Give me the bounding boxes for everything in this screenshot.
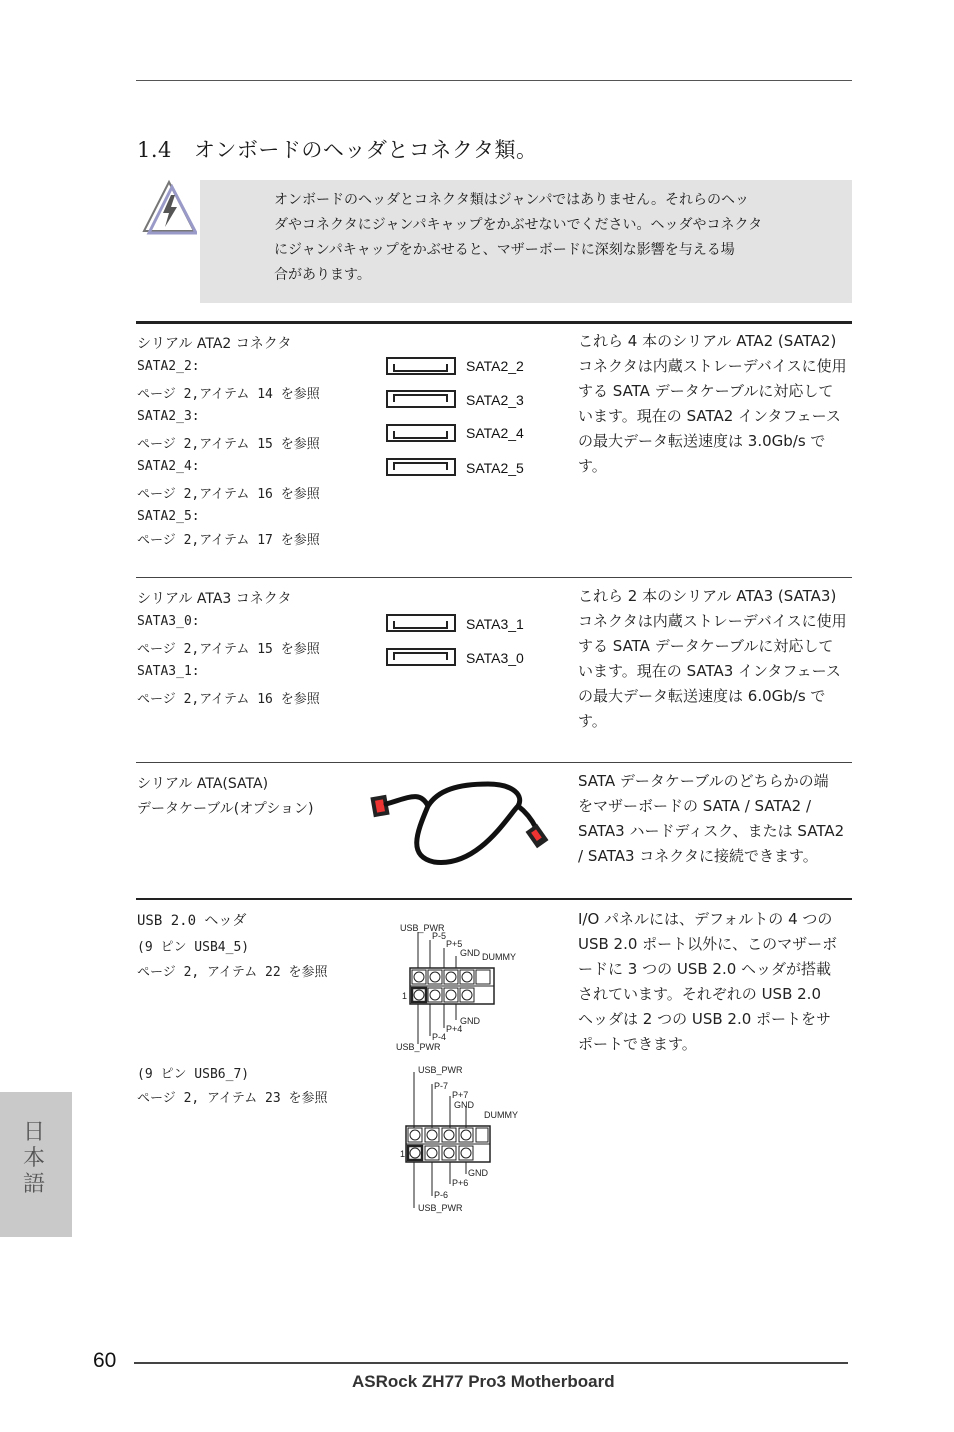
pin-label: USB_PWR [418,1203,463,1213]
pin-label: GND [468,1168,488,1178]
paragraph-line: SATA3 ハードディスク、または SATA2 [578,822,845,840]
sata-connector-label: SATA3_0 [466,650,524,666]
pin-one-marker: 1 [400,1149,406,1159]
sata3-ref: ページ 2,アイテム 16 を参照 [137,692,320,707]
sata3-description [137,588,320,714]
pin-label: GND [460,948,480,958]
warning-line: 合があります。 [274,267,371,283]
paragraph-line: これら 4 本のシリアル ATA2 (SATA2) [578,332,837,350]
sata2-explanation [578,329,854,479]
sata-connector [386,614,456,632]
sata3-explanation [578,584,854,734]
page-number: 60 [93,1349,117,1372]
paragraph-line: ポートできます。 [578,1035,697,1053]
sata-connector [386,648,456,666]
side-char: 本 [22,1146,45,1171]
paragraph-line: / SATA3 コネクタに接続できます。 [578,847,818,865]
cable-description [137,773,313,823]
sata-connector-label: SATA2_4 [466,425,524,441]
usb-heading: USB 2.0 ヘッダ [137,913,247,929]
paragraph-line: の最大データ転送速度は 6.0Gb/s で [578,687,826,705]
paragraph-line: の最大データ転送速度は 3.0Gb/s で [578,432,826,450]
sata-connector-label: SATA3_1 [466,616,524,632]
sata2-ref: ページ 2,アイテム 14 を参照 [137,387,320,402]
section-divider [136,577,852,578]
section-divider [136,321,852,324]
pin-label: P-6 [434,1190,449,1200]
section-title [137,134,538,164]
sata-connector-label: SATA2_5 [466,460,524,476]
paragraph-line: I/O パネルには、デフォルトの 4 つの [578,910,833,928]
pin-label: P-4 [432,1032,447,1042]
warning-line: ダやコネクタにジャンパキャップをかぶせないでください。ヘッダやコネクタ [274,217,763,233]
section-heading: オンボードのヘッダとコネクタ類。 [193,138,538,162]
sata-connector [386,390,456,408]
sata2-ref: ページ 2,アイテム 17 を参照 [137,533,320,548]
warning-line: オンボードのヘッダとコネクタ類はジャンパではありません。それらのヘッ [274,192,750,208]
pin-label: GND [454,1100,474,1110]
section-divider [136,762,852,763]
paragraph-line: されています。それぞれの USB 2.0 [578,985,821,1003]
section-number: 1.4 [137,138,172,162]
pin-label: GND [460,1016,480,1026]
sata-cable-image [368,776,564,868]
paragraph-line: USB 2.0 ポート以外に、このマザーボ [578,935,838,953]
warning-text [274,188,834,288]
paragraph-line: ヘッダは 2 つの USB 2.0 ポートをサ [578,1010,832,1028]
cable-explanation [578,769,854,869]
paragraph-line: SATA データケーブルのどちらかの端 [578,772,829,790]
usb-pin-info: (9 ピン USB6_7) [137,1067,250,1082]
sata2-description [137,333,320,551]
pin-label: USB_PWR [396,1042,441,1052]
sata3-ref: ページ 2,アイテム 15 を参照 [137,642,320,657]
pin-label: P+4 [446,1024,463,1034]
pin-one-marker: 1 [402,991,408,1001]
paragraph-line: す。 [578,457,607,475]
usb-ref: ページ 2, アイテム 22 を参照 [137,965,328,980]
footer-rule [134,1362,848,1364]
sata-connector [386,458,456,476]
usb-description-a [137,910,328,986]
language-side-label [14,1120,54,1198]
sata3-heading: シリアル ATA3 コネクタ [137,591,292,607]
pin-label: DUMMY [482,952,516,962]
pin-label: P+7 [452,1090,469,1100]
usb-explanation [578,907,854,1057]
paragraph-line: する SATA データケーブルに対応して [578,382,834,400]
sata-connector-label: SATA2_2 [466,358,524,374]
usb-pin-info: (9 ピン USB4_5) [137,940,250,955]
side-char: 日 [22,1120,45,1145]
pin-label: P-5 [432,931,447,941]
paragraph-line: す。 [578,712,607,730]
pin-label: P+5 [446,939,463,949]
sata-connector [386,424,456,442]
footer-title: ASRock ZH77 Pro3 Motherboard [352,1372,615,1391]
paragraph-line: います。現在の SATA2 インタフェース [578,407,841,425]
sata2-port: SATA2_5: [137,509,200,524]
cable-heading: データケーブル(オプション) [137,801,314,817]
side-char: 語 [22,1172,45,1197]
cable-heading: シリアル ATA(SATA) [137,776,269,792]
sata-connector [386,357,456,375]
pin-label: USB_PWR [400,923,445,933]
sata2-ref: ページ 2,アイテム 16 を参照 [137,487,320,502]
sata2-port: SATA2_4: [137,459,200,474]
usb-description-b [137,1063,328,1111]
usb-header-diagram-b [398,1062,530,1214]
pin-label: P-7 [434,1081,449,1091]
sata3-port: SATA3_1: [137,664,200,679]
top-rule [136,80,852,81]
sata2-heading: シリアル ATA2 コネクタ [137,336,292,352]
sata3-port: SATA3_0: [137,614,200,629]
warning-line: にジャンパキャップをかぶせると、マザーボードに深刻な影響を与える場 [274,242,735,258]
sata2-port: SATA2_2: [137,359,200,374]
pin-label: USB_PWR [418,1065,463,1075]
paragraph-line: コネクタは内蔵ストレーデバイスに使用 [578,357,847,375]
pin-label: DUMMY [484,1110,518,1120]
paragraph-line: する SATA データケーブルに対応して [578,637,834,655]
usb-header-diagram-a [396,920,526,1055]
paragraph-line: ードに 3 つの USB 2.0 ヘッダが搭載 [578,960,832,978]
warning-lightning-icon [141,179,197,235]
pin-label: P+6 [452,1178,469,1188]
section-divider [136,898,852,900]
sata2-ref: ページ 2,アイテム 15 を参照 [137,437,320,452]
sata-connector-label: SATA2_3 [466,392,524,408]
paragraph-line: います。現在の SATA3 インタフェース [578,662,841,680]
paragraph-line: をマザーボードの SATA / SATA2 / [578,797,812,815]
paragraph-line: これら 2 本のシリアル ATA3 (SATA3) [578,587,837,605]
usb-ref: ページ 2, アイテム 23 を参照 [137,1091,328,1106]
paragraph-line: コネクタは内蔵ストレーデバイスに使用 [578,612,847,630]
sata2-port: SATA2_3: [137,409,200,424]
